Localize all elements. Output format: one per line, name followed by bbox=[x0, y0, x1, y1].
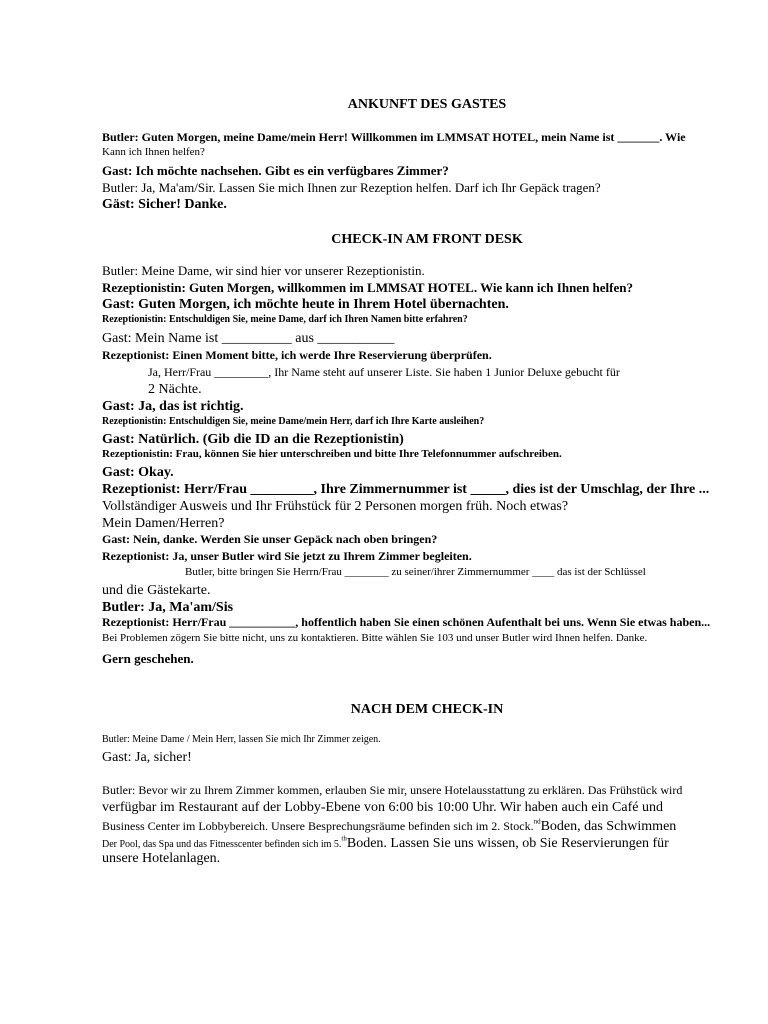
dialog-line: Butler: Meine Dame, wir sind hier vor unserer Rezeptionistin. bbox=[102, 263, 425, 278]
dialog-line: Butler: Bevor wir zu Ihrem Zimmer kommen, erlauben Sie mir, unsere Hotelausstattung zu erklären. Das Frühstück wird bbox=[102, 783, 683, 797]
dialog-line: Butler: Ja, Ma'am/Sis bbox=[102, 600, 234, 615]
dialog-line: Rezeptionistin: Frau, können Sie hier unterschreiben und bitte Ihre Telefonnummer aufschreiben. bbox=[102, 448, 562, 460]
section-title-after-checkin: NACH DEM CHECK-IN bbox=[350, 702, 504, 717]
section-title-arrival: ANKUNFT DES GASTES bbox=[347, 97, 507, 112]
dialog-line: Gern geschehen. bbox=[102, 651, 194, 666]
dialog-line: Business Center im Lobbybereich. Unsere Besprechungsräume befinden sich im 2. Stock.$^{nd}$Boden, das Schwimmen bbox=[102, 817, 677, 834]
dialog-line: unsere Hotelanlagen. bbox=[102, 851, 221, 866]
dialog-line: Rezeptionistin: Entschuldigen Sie, meine Dame, darf ich Ihren Namen bitte erfahren? bbox=[102, 314, 468, 325]
dialog-line: Rezeptionistin: Guten Morgen, willkommen im LMMSAT HOTEL. Wie kann ich Ihnen helfen? bbox=[102, 280, 633, 295]
dialog-line: verfügbar im Restaurant auf der Lobby-Ebene von 6:00 bis 10:00 Uhr. Wir haben auch ein Café und bbox=[102, 800, 663, 815]
dialog-line: Gast: Okay. bbox=[102, 465, 174, 480]
dialog-line: Butler: Meine Dame / Mein Herr, lassen Sie mich Ihr Zimmer zeigen. bbox=[102, 734, 381, 745]
section-title-checkin: CHECK-IN AM FRONT DESK bbox=[331, 232, 523, 247]
dialog-line: und die Gästekarte. bbox=[102, 583, 211, 598]
dialog-line: Butler, bitte bringen Sie Herrn/Frau ________ zu seiner/ihrer Zimmernummer ____ das ist der Schlüssel bbox=[185, 566, 646, 578]
dialog-line: Der Pool, das Spa und das Fitnesscenter befinden sich im 5.$^{th}$Boden. Lassen Sie uns wissen, ob Sie Reservierungen für bbox=[102, 834, 669, 851]
dialog-line: Bei Problemen zögern Sie bitte nicht, uns zu kontaktieren. Bitte wählen Sie 103 und unser Butler wird Ihnen helfen. Danke. bbox=[102, 632, 648, 644]
dialog-line: Rezeptionist: Herr/Frau ___________, hoffentlich haben Sie einen schönen Aufenthalt bei uns. Wenn Sie etwas haben... bbox=[102, 615, 711, 629]
dialog-line: Gast: Ja, das ist richtig. bbox=[102, 399, 244, 414]
dialog-line: Butler: Guten Morgen, meine Dame/mein Herr! Willkommen im LMMSAT HOTEL, mein Name ist _______. Wie bbox=[102, 130, 686, 144]
dialog-line: Gast: Natürlich. (Gib die ID an die Rezeptionistin) bbox=[102, 432, 404, 447]
dialog-line: Gast: Nein, danke. Werden Sie unser Gepäck nach oben bringen? bbox=[102, 532, 438, 546]
dialog-line: Gäst: Sicher! Danke. bbox=[102, 197, 227, 212]
dialog-line: Rezeptionist: Herr/Frau _________, Ihre Zimmernummer ist _____, dies ist der Umschlag, der Ihre ... bbox=[102, 482, 710, 497]
dialog-line: Kann ich Ihnen helfen? bbox=[102, 146, 205, 158]
dialog-line: Mein Damen/Herren? bbox=[102, 516, 225, 531]
dialog-line: Butler: Ja, Ma'am/Sir. Lassen Sie mich Ihnen zur Rezeption helfen. Darf ich Ihr Gepäck tragen? bbox=[102, 180, 601, 195]
dialog-line: Gast: Ja, sicher! bbox=[102, 750, 192, 765]
dialog-line: Gast: Ich möchte nachsehen. Gibt es ein verfügbares Zimmer? bbox=[102, 163, 449, 178]
dialog-line: Rezeptionist: Einen Moment bitte, ich werde Ihre Reservierung überprüfen. bbox=[102, 348, 492, 362]
dialog-line: Rezeptionistin: Entschuldigen Sie, meine Dame/mein Herr, darf ich Ihre Karte ausleihen? bbox=[102, 416, 485, 427]
dialog-line: Gast: Mein Name ist __________ aus ___________ bbox=[102, 331, 395, 346]
dialog-line: Rezeptionist: Ja, unser Butler wird Sie jetzt zu Ihrem Zimmer begleiten. bbox=[102, 549, 472, 563]
dialog-line: 2 Nächte. bbox=[148, 382, 202, 397]
dialog-line: Gast: Guten Morgen, ich möchte heute in Ihrem Hotel übernachten. bbox=[102, 297, 509, 312]
dialog-line: Vollständiger Ausweis und Ihr Frühstück für 2 Personen morgen früh. Noch etwas? bbox=[102, 499, 569, 514]
dialog-line: Ja, Herr/Frau _________, Ihr Name steht auf unserer Liste. Sie haben 1 Junior Deluxe gebucht für bbox=[148, 365, 620, 379]
